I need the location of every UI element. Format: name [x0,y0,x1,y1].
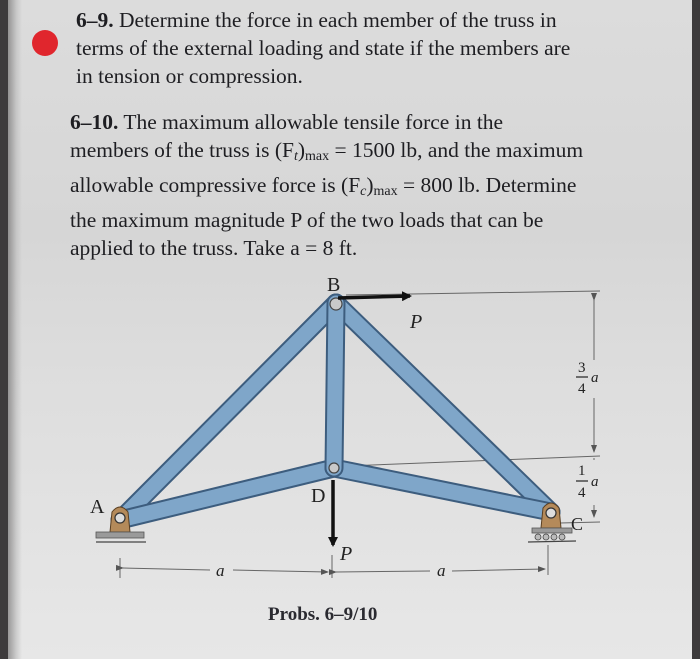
svg-text:4: 4 [578,485,586,501]
load-arrow-B [338,296,410,298]
label-dim-left: a [216,561,225,580]
problem-6-9-line-3: in tension or compression. [76,64,303,88]
label-dim-right: a [437,561,446,580]
label-C: C [571,514,584,534]
svg-text:a: a [591,474,599,490]
problem-6-9-line-1: Determine the force in each member of the truss in [119,8,557,32]
label-load-top: P [410,311,423,333]
label-B: B [327,274,341,296]
joint-D [329,463,339,473]
problem-6-10-line-3: allowable compressive force is $(F_c)_{max} = 800$ lb. Determine [70,173,577,199]
label-load-bottom: P [340,543,353,565]
problem-6-10-line-4: the maximum magnitude P of the two loads that can be [70,208,544,232]
figure-caption: Probs. 6–9/10 [268,604,378,625]
svg-text:3: 3 [578,360,586,376]
svg-text:1: 1 [578,463,586,479]
truss-members [120,303,551,520]
problem-6-10-line-2: members of the truss is $(F_t)_{max} = 1500$ lb, and the maximum [70,138,584,164]
fraction-one-quarter-a [576,463,599,501]
svg-text:4: 4 [578,381,586,397]
problem-6-10-line-1: The maximum allowable tensile force in the [123,110,504,134]
problem-6-9-line-2: terms of the external loading and state if the members are [76,36,571,60]
svg-text:a: a [591,370,599,386]
joint-B [330,298,342,310]
problem-number-6-9: 6–9. [76,8,114,32]
problem-number-6-10: 6–10. [70,110,119,134]
problem-6-10-line-5: applied to the truss. Take a = 8 ft. [70,236,358,260]
member-BD [334,303,336,468]
fraction-three-quarters-a [576,360,599,397]
label-D: D [311,485,326,507]
label-A: A [90,496,105,518]
